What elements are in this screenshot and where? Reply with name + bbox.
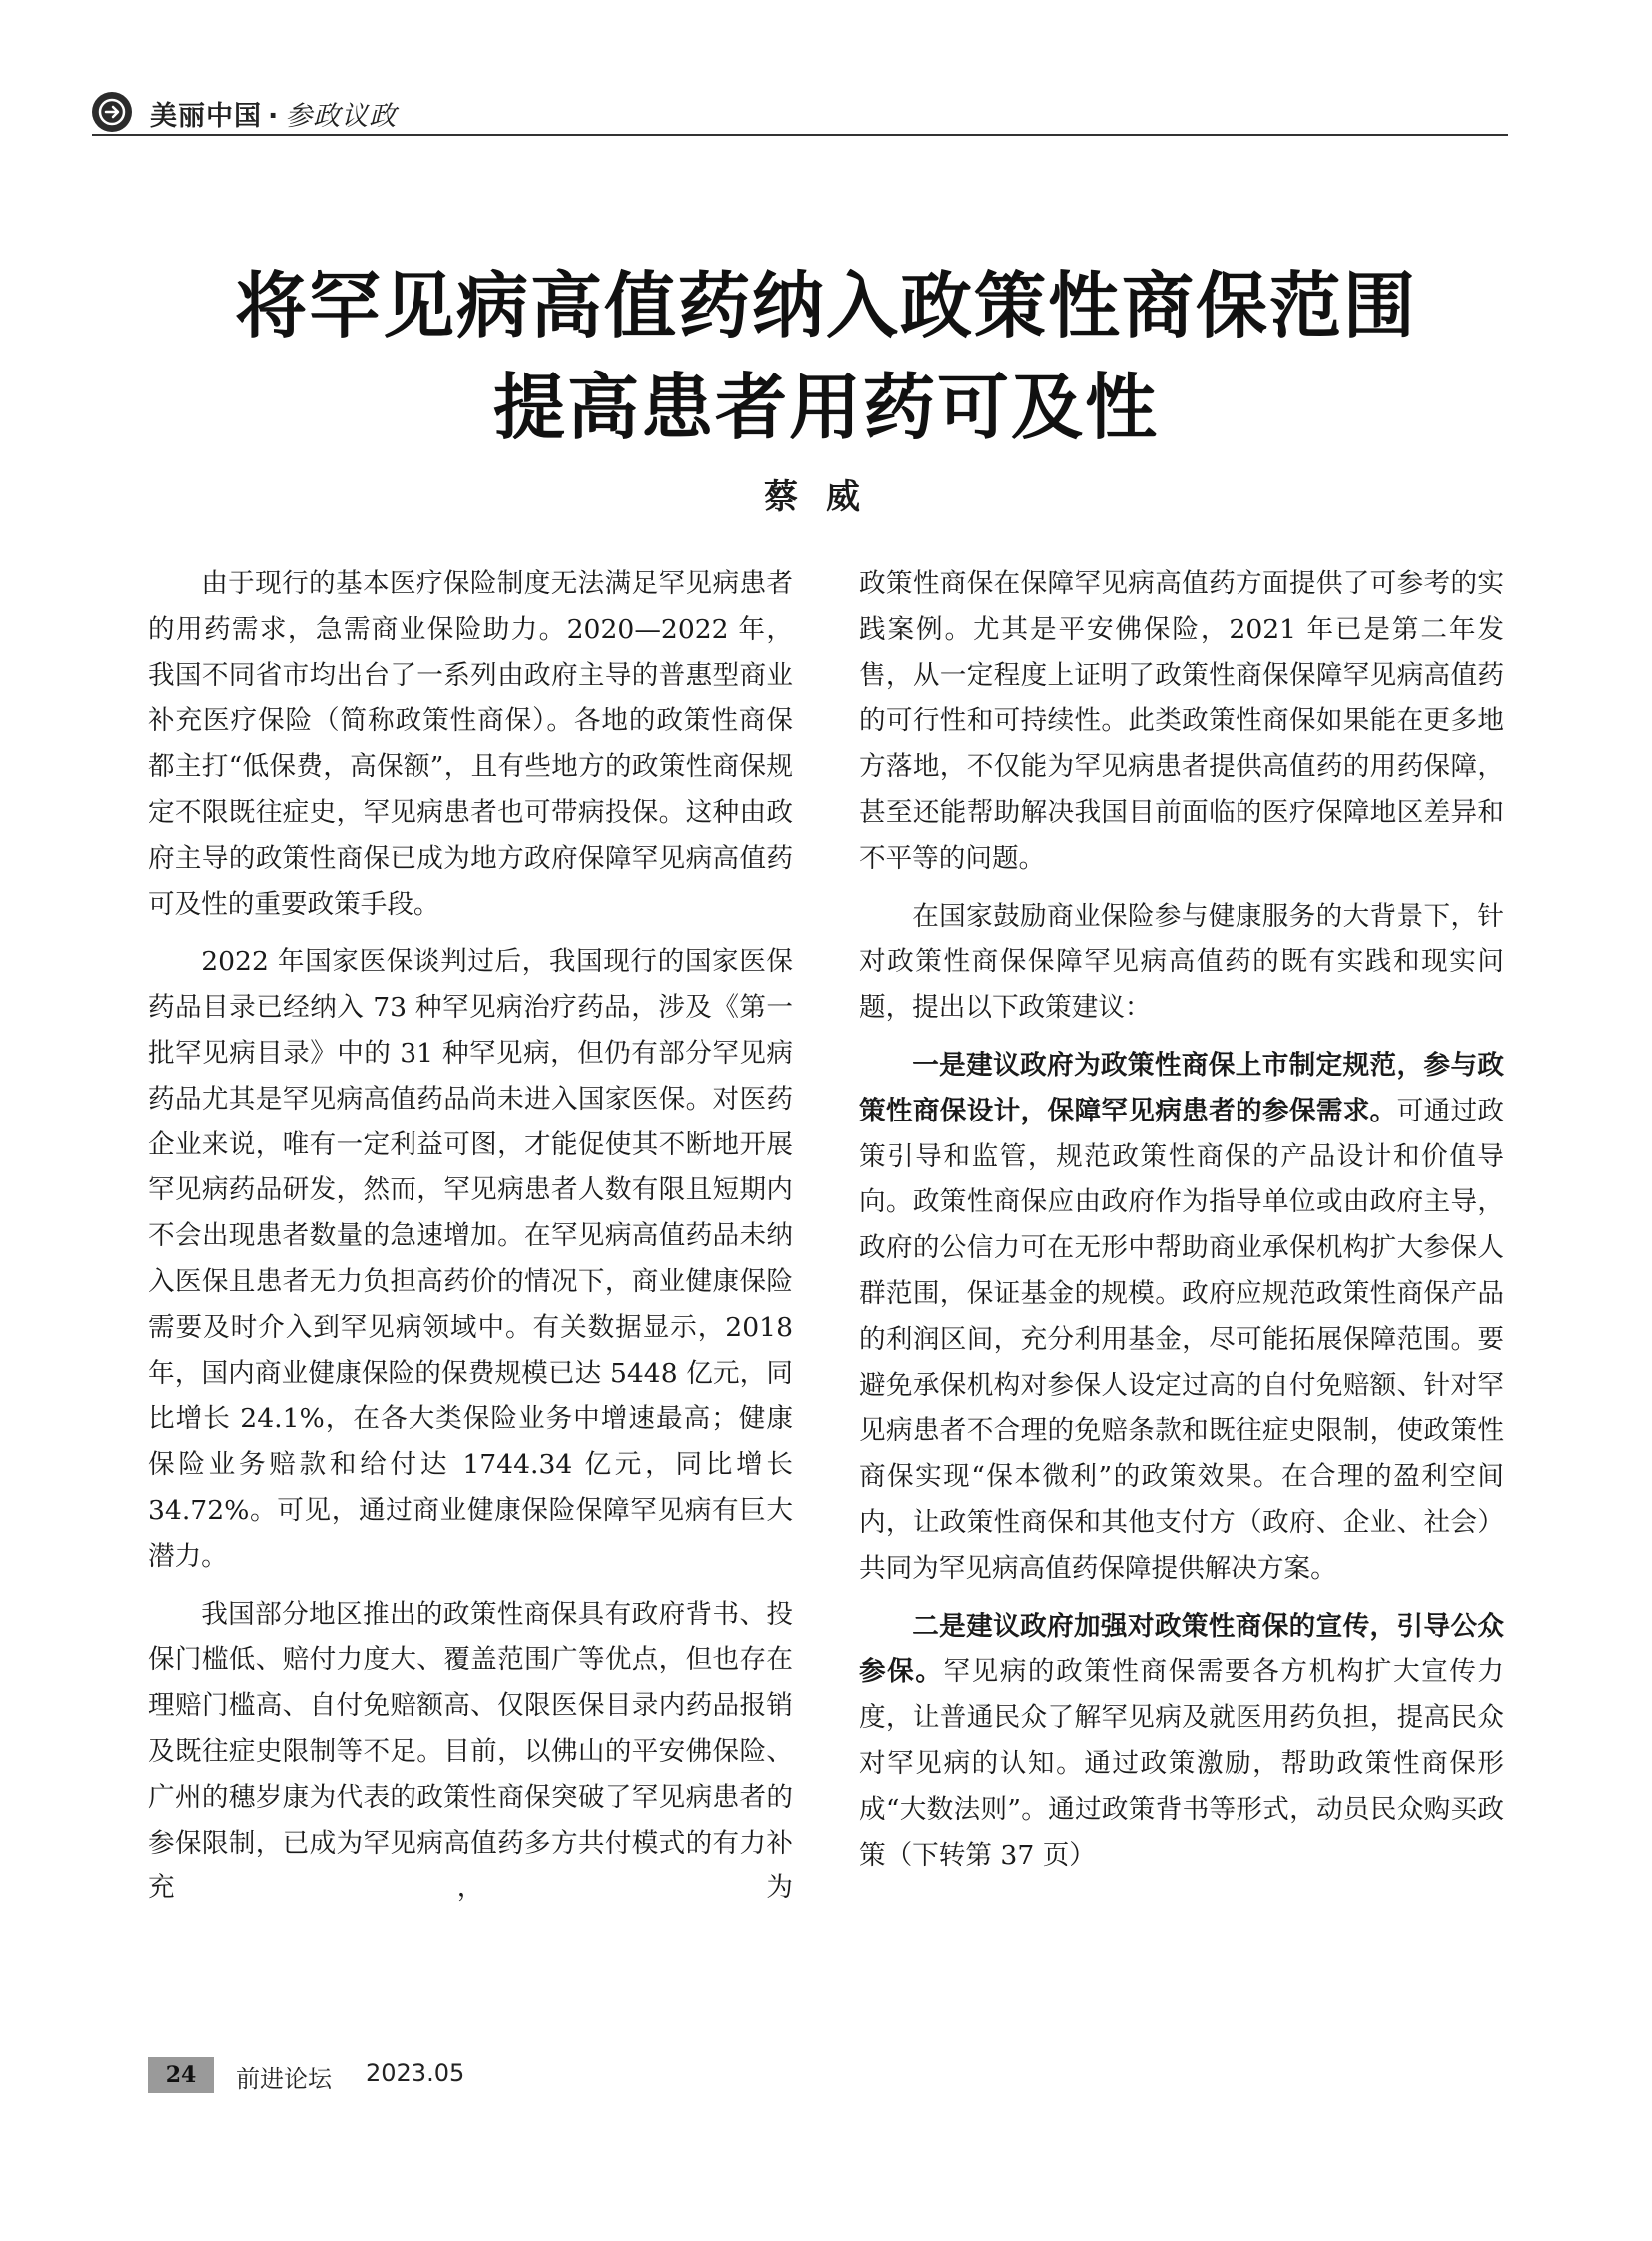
recommendation-heading: 二是建议政府加强对政策性商保的宣传，引导公众参保。 [859,1610,1504,1688]
right-column [859,561,1504,1889]
recommendation-text: 可通过政策引导和监管，规范政策性商保的产品设计和价值导向。政策性商保应由政府作为指导单位或由政府主导，政府的公信力可在无形中帮助商业承保机构扩大参保人群范围，保证基金的规模。政府应规范政策性商保产品的利润区间，充分利用基金，尽可能拓展保障范围。要避免承保机构对参保人设定过高的自付免赔额、针对罕见病患者不合理的免赔条款和既往症史限制，使政策性商保实现“保本微利”的政策效果。在合理的盈利空间内，让政策性商保和其他支付方（政府、企业、社会）共同为罕见病高值药保障提供解决方案。 [859,1095,1505,1584]
article-title-line1: 将罕见病高值药纳入政策性商保范围 [234,264,1417,348]
journal-issue: 2023.05 [366,2059,465,2087]
paragraph: 在国家鼓励商业保险参与健康服务的大背景下，针对政策性商保保障罕见病高值药的既有实践和现实问题，提出以下政策建议： [859,900,1504,1024]
paragraph: 我国部分地区推出的政策性商保具有政府背书、投保门槛低、赔付力度大、覆盖范围广等优点，但也存在理赔门槛高、自付免赔额高、仅限医保目录内药品报销及既往症史限制等不足。目前，以佛山的平安佛保险、广州的穗岁康为代表的政策性商保突破了罕见病患者的参保限制，已成为罕见病高值药多方共付模式的有力补充，为 [148,1598,793,1904]
article-author: 蔡威 [764,477,888,517]
page-footer [148,2057,747,2093]
recommendation-text: 罕见病的政策性商保需要各方机构扩大宣传力度，让普通民众了解罕见病及就医用药负担，提高民众对罕见病的认知。通过政策激励，帮助政策性商保形成“大数法则”。通过政策背书等形式，动员民众购买政策（下转第 37 页） [859,1656,1505,1870]
paragraph: 2022 年国家医保谈判过后，我国现行的国家医保药品目录已经纳入 73 种罕见病治疗药品，涉及《第一批罕见病目录》中的 31 种罕见病，但仍有部分罕见病药品尤其是罕见病高值药品尚未进入国家医保。对医药企业来说，唯有一定利益可图，才能促使其不断地开展罕见病药品研发，然而，罕见病患者人数有限且短期内不会出现患者数量的急速增加。在罕见病高值药品未纳入医保且患者无力负担高药价的情况下，商业健康保险需要及时介入到罕见病领域中。有关数据显示，2018 年，国内商业健康保险的保费规模已达 5448 亿元，同比增长 24.1%，在各大类保险业务中增速最高；健康保险业务赔款和给付达 1744.34 亿元，同比增长 34.72%。可见，通过商业健康保险保障罕见病有巨大潜力。 [148,946,793,1572]
section-separator: · [268,101,280,132]
paragraph [859,1604,1504,1878]
paragraph: 由于现行的基本医疗保险制度无法满足罕见病患者的用药需求，急需商业保险助力。2020—2022 年，我国不同省市均出台了一系列由政府主导的普惠型商业补充医疗保险（简称政策性商保）。各地的政策性商保都主打“低保费，高保额”，且有些地方的政策性商保规定不限既往症史，罕见病患者也可带病投保。这种由政府主导的政策性商保已成为地方政府保障罕见病高值药可及性的重要政策手段。 [148,568,793,920]
section-name: 美丽中国 [150,101,262,132]
paragraph: 政策性商保在保障罕见病高值药方面提供了可参考的实践案例。尤其是平安佛保险，2021 年已是第二年发售，从一定程度上证明了政策性商保保障罕见病高值药的可行性和可持续性。此类政策性商保如果能在更多地方落地，不仅能为罕见病患者提供高值药的用药保障，甚至还能帮助解决我国目前面临的医疗保障地区差异和不平等的问题。 [859,568,1504,874]
left-column [148,561,793,1923]
subsection-name: 参政议政 [285,101,398,132]
recommendation-heading: 一是建议政府为政策性商保上市制定规范，参与政策性商保设计，保障罕见病患者的参保需求。 [859,1049,1504,1126]
page-number: 24 [148,2057,214,2093]
paragraph [859,1043,1504,1592]
page-header [92,88,1508,136]
journal-name: 前进论坛 [236,2065,332,2093]
arrow-circle-icon [92,92,132,132]
section-title [150,94,397,133]
article-title-line2: 提高患者用药可及性 [492,366,1159,449]
